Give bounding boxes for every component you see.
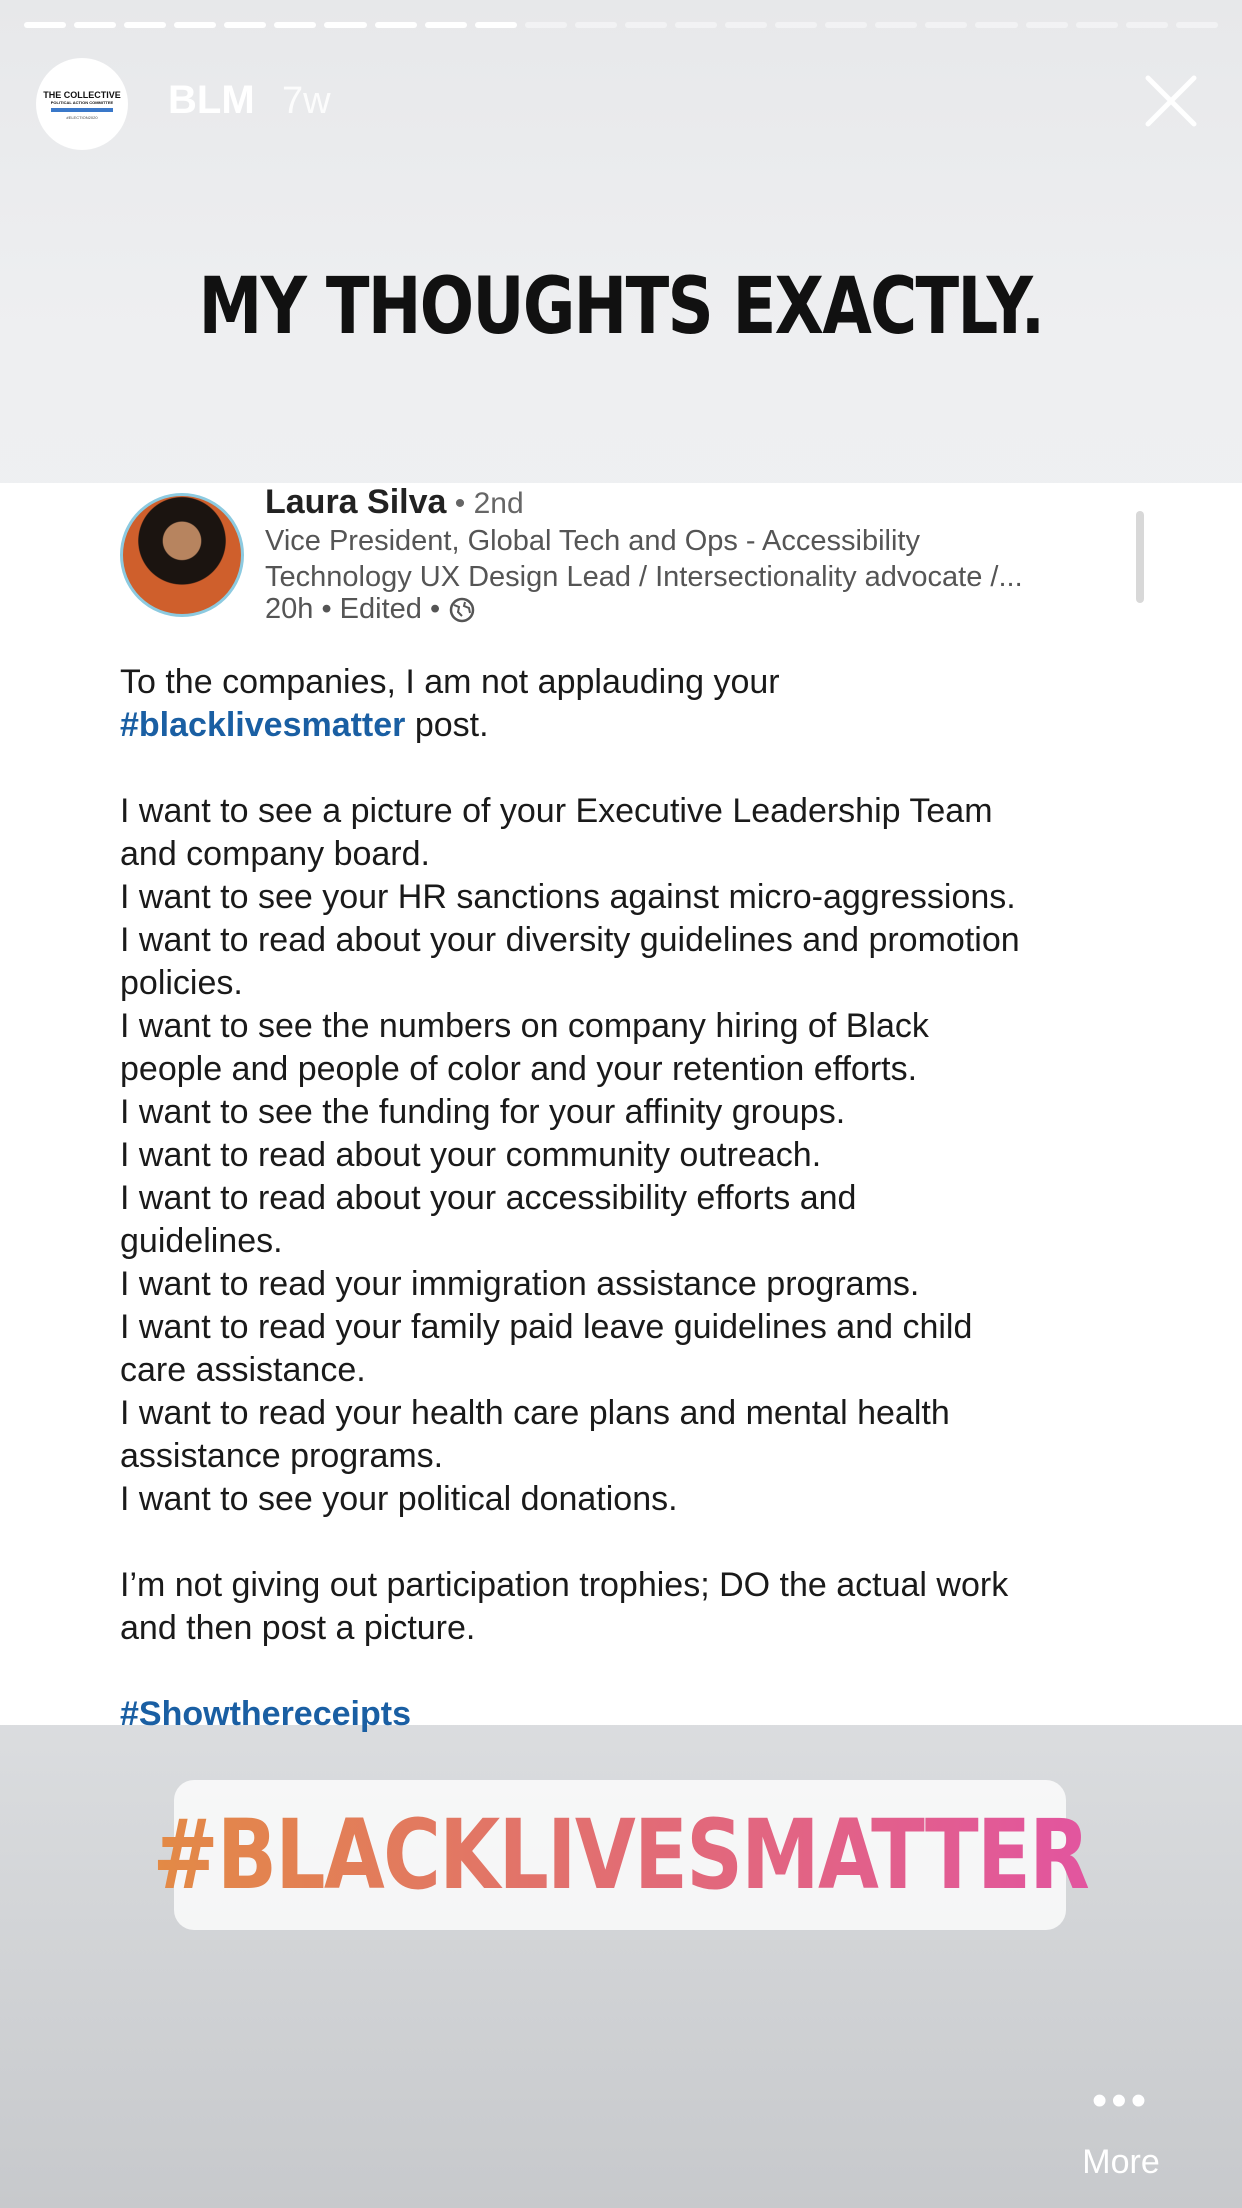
post-line: I want to read your health care plans and mental health <box>120 1394 950 1432</box>
more-label: More <box>1082 2143 1160 2181</box>
progress-segment <box>224 22 266 28</box>
progress-segment <box>625 22 667 28</box>
post-line: people and people of color and your retention efforts. <box>120 1050 918 1088</box>
post-line: I want to see the funding for your affinity groups. <box>120 1093 846 1131</box>
closing-line: I’m not giving out participation trophies; DO the actual work <box>120 1566 1009 1604</box>
progress-segment <box>425 22 467 28</box>
account-avatar[interactable] <box>36 58 128 150</box>
post-line: I want to see the numbers on company hiring of Black <box>120 1007 929 1045</box>
progress-segment <box>274 22 316 28</box>
post-line: guidelines. <box>120 1222 283 1260</box>
progress-segment <box>775 22 817 28</box>
post-time-ago: 7w <box>282 80 331 122</box>
author-headline <box>265 523 1125 595</box>
progress-segment <box>1026 22 1068 28</box>
more-dots-icon: ••• <box>1091 2076 1151 2125</box>
avatar-stripe <box>51 108 113 112</box>
post-scrollbar[interactable] <box>1136 511 1144 603</box>
post-line: policies. <box>120 964 243 1002</box>
progress-segment <box>475 22 517 28</box>
post-line: and company board. <box>120 835 430 873</box>
progress-segment <box>124 22 166 28</box>
post-line: I want to read about your diversity guidelines and promotion <box>120 921 1020 959</box>
close-icon <box>1136 66 1206 136</box>
wants-list <box>120 790 1140 1521</box>
progress-segment <box>74 22 116 28</box>
story-progress-bar <box>24 22 1218 28</box>
intro-tail: post. <box>405 706 489 744</box>
progress-segment <box>725 22 767 28</box>
story-header <box>36 58 1206 150</box>
progress-segment <box>975 22 1017 28</box>
progress-segment <box>675 22 717 28</box>
post-line: I want to see your political donations. <box>120 1480 678 1518</box>
progress-segment <box>174 22 216 28</box>
progress-segment <box>324 22 366 28</box>
post-body <box>120 661 1140 1736</box>
progress-segment <box>1126 22 1168 28</box>
post-line: care assistance. <box>120 1351 366 1389</box>
globe-icon <box>448 596 476 624</box>
closing-line: and then post a picture. <box>120 1609 476 1647</box>
post-meta-text: 20h • Edited • <box>265 593 441 625</box>
post-line: assistance programs. <box>120 1437 444 1475</box>
progress-segment <box>1076 22 1118 28</box>
post-meta <box>265 593 476 626</box>
author-name <box>265 483 524 522</box>
close-button[interactable] <box>1136 66 1206 136</box>
post-line: I want to read about your community outreach. <box>120 1136 822 1174</box>
hashtag-sticker-text: #BLACKLIVESMATTER <box>152 1799 1088 1911</box>
progress-segment <box>1176 22 1218 28</box>
post-line: I want to read your immigration assistance programs. <box>120 1265 920 1303</box>
progress-segment <box>375 22 417 28</box>
hashtag-link[interactable]: #blacklivesmatter <box>120 706 406 744</box>
avatar-org-name: THE COLLECTIVE <box>43 90 121 100</box>
progress-segment <box>575 22 617 28</box>
post-line: I want to read your family paid leave guidelines and child <box>120 1308 973 1346</box>
progress-segment <box>525 22 567 28</box>
account-username[interactable]: BLM <box>168 78 255 122</box>
intro-text: To the companies, I am not applauding your <box>120 663 780 701</box>
more-button[interactable] <box>1056 2076 1186 2182</box>
post-screenshot <box>0 483 1242 1733</box>
progress-segment <box>925 22 967 28</box>
post-line: I want to see your HR sanctions against micro-aggressions. <box>120 878 1016 916</box>
avatar-org-sub: POLITICAL ACTION COMMITTEE <box>50 100 114 105</box>
headline-line: Vice President, Global Tech and Ops - Accessibility <box>265 525 920 557</box>
connection-degree: • 2nd <box>446 487 524 520</box>
hashtag-link[interactable]: #Showthereceipts <box>120 1695 411 1733</box>
post-intro-2 <box>120 704 1140 747</box>
author-avatar <box>120 493 244 617</box>
post-line: I want to read about your accessibility efforts and <box>120 1179 857 1217</box>
progress-segment <box>825 22 867 28</box>
avatar-org-foot: #ELECTION2020 <box>66 115 98 120</box>
hashtag-sticker[interactable] <box>152 1780 1088 1930</box>
progress-segment <box>875 22 917 28</box>
progress-segment <box>24 22 66 28</box>
post-intro <box>120 661 1140 704</box>
story-caption-title: MY THOUGHTS EXACTLY. <box>198 262 1044 352</box>
post-line: I want to see a picture of your Executive Leadership Team <box>120 792 993 830</box>
headline-line: Technology UX Design Lead / Intersectionality advocate /... <box>265 561 1023 593</box>
author-name-text: Laura Silva <box>265 483 447 521</box>
